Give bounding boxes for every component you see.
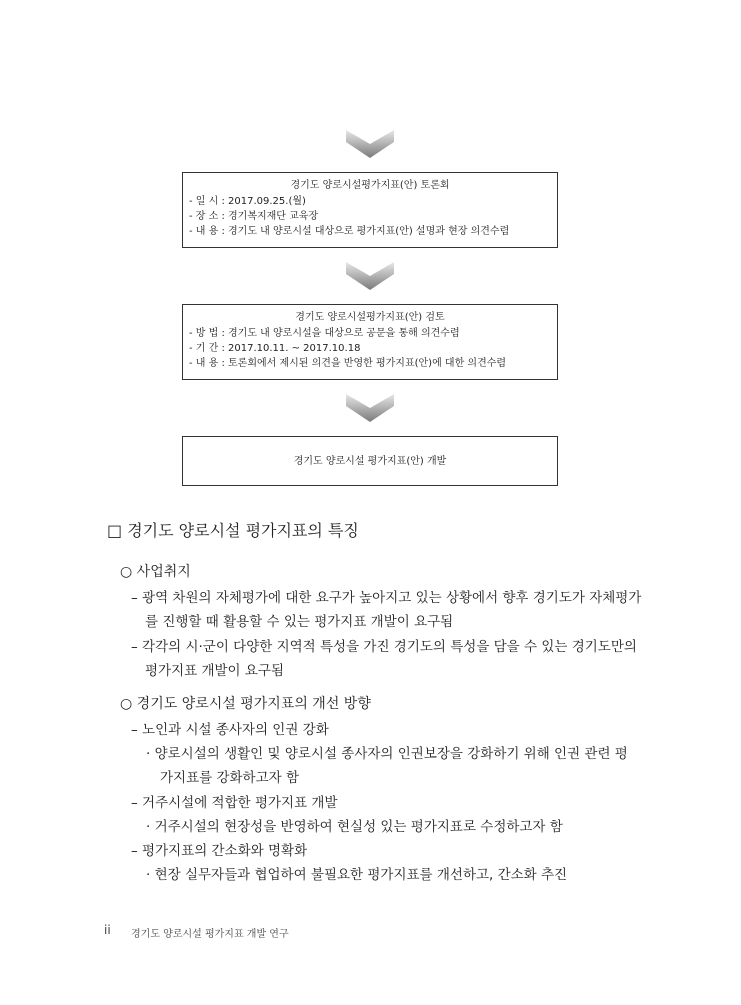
direction-subitem-cont: 가지표를 강화하고자 함: [160, 770, 299, 786]
forum-box: [182, 172, 558, 248]
purpose-item: – 각각의 시·군이 다양한 지역적 특성을 가진 경기도의 특성을 담을 수 있는 경기도만의: [131, 639, 637, 655]
direction-item: – 거주시설에 적합한 평가지표 개발: [131, 795, 338, 811]
review-content: - 내 용 : 토론회에서 제시된 의견을 반영한 평가지표(안)에 대한 의견수렴: [189, 358, 507, 369]
direction-heading: ○ 경기도 양로시설 평가지표의 개선 방향: [120, 696, 371, 712]
direction-subitem: · 현장 실무자들과 협업하여 불필요한 평가지표를 개선하고, 간소화 추진: [146, 867, 568, 883]
purpose-item-cont: 를 진행할 때 활용할 수 있는 평가지표 개발이 요구됨: [145, 614, 454, 630]
down-chevron-icon: [346, 262, 394, 290]
direction-subitem: · 양로시설의 생활인 및 양로시설 종사자의 인권보장을 강화하기 위해 인권 관련 평: [146, 746, 628, 762]
forum-place: - 장 소 : 경기복지재단 교육장: [189, 211, 319, 222]
footer-title: 경기도 양로시설 평가지표 개발 연구: [131, 929, 289, 940]
review-method: - 방 법 : 경기도 내 양로시설을 대상으로 공문을 통해 의견수렴: [189, 328, 460, 339]
forum-title: 경기도 양로시설평가지표(안) 토론회: [290, 180, 450, 191]
section-heading: □ 경기도 양로시설 평가지표의 특징: [107, 521, 359, 540]
forum-content: - 내 용 : 경기도 내 양로시설 대상으로 평가지표(안) 설명과 현장 의견수렴: [189, 226, 510, 237]
review-title: 경기도 양로시설평가지표(안) 검토: [295, 312, 445, 323]
purpose-item-cont: 평가지표 개발이 요구됨: [145, 663, 284, 679]
down-chevron-icon: [346, 394, 394, 422]
purpose-item: – 광역 차원의 자체평가에 대한 요구가 높아지고 있는 상황에서 향후 경기도가 자체평가: [131, 590, 642, 606]
review-box: [182, 304, 558, 380]
down-chevron-icon: [346, 130, 394, 158]
page-number: ii: [104, 923, 111, 937]
development-title: 경기도 양로시설 평가지표(안) 개발: [293, 455, 447, 467]
direction-subitem: · 거주시설의 현장성을 반영하여 현실성 있는 평가지표로 수정하고자 함: [146, 819, 563, 835]
review-period: - 기 간 : 2017.10.11. ~ 2017.10.18: [189, 343, 361, 354]
purpose-heading: ○ 사업취지: [120, 564, 191, 580]
forum-date: - 일 시 : 2017.09.25.(월): [189, 196, 306, 207]
development-box: [182, 436, 558, 486]
direction-item: – 노인과 시설 종사자의 인권 강화: [131, 722, 329, 738]
direction-item: – 평가지표의 간소화와 명확화: [131, 843, 308, 859]
